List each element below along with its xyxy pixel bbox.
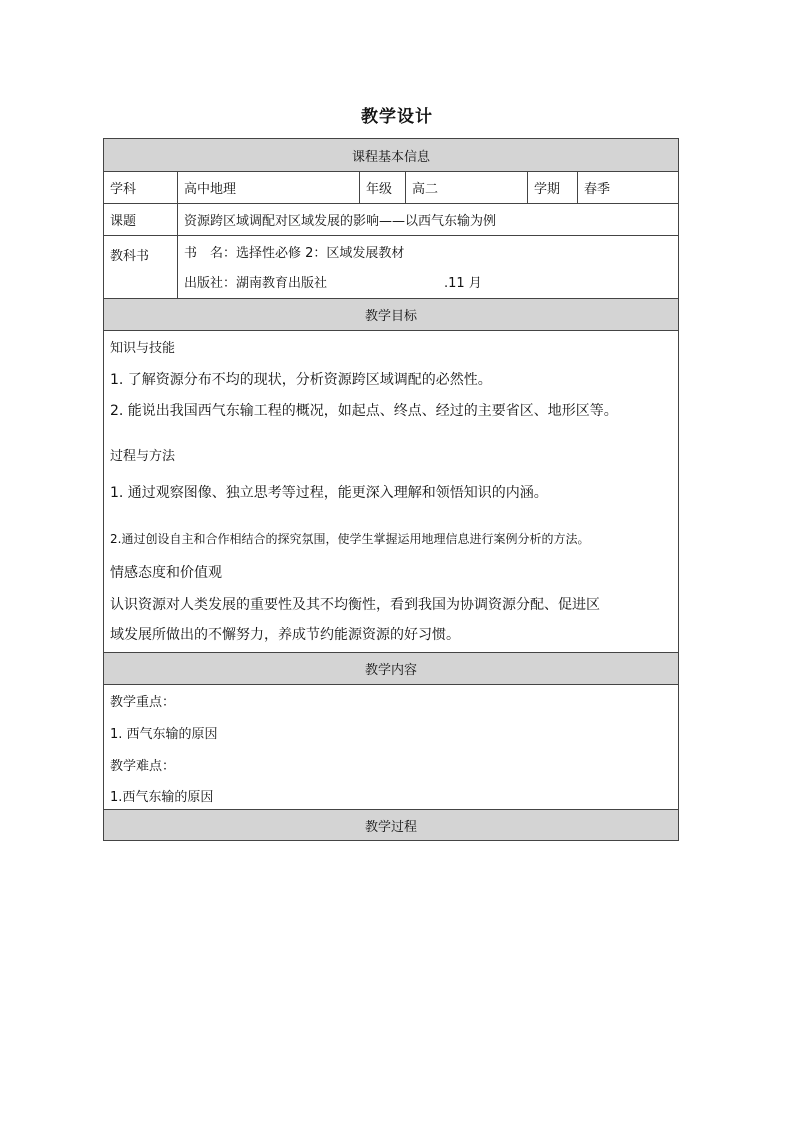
- topic-value: 资源跨区域调配对区域发展的影响——以西气东输为例: [184, 214, 497, 229]
- topic-row: [104, 204, 678, 236]
- section-goals: [104, 299, 678, 331]
- document-title: 教学设计: [361, 107, 433, 127]
- term-label: 学期: [528, 172, 578, 203]
- textbook-publisher: 出版社：湖南教育出版社: [184, 276, 328, 291]
- attitude-line-2: 域发展所做出的不懈努力，养成节约能源资源的好习惯。: [110, 627, 460, 643]
- process-method-heading: 过程与方法: [110, 449, 176, 464]
- focus-label: 教学重点：: [110, 695, 176, 710]
- difficulty-label: 教学难点：: [110, 759, 176, 774]
- process-method-item-1: 1. 通过观察图像、独立思考等过程，能更深入理解和领悟知识的内涵。: [110, 485, 548, 501]
- section-content-heading: 教学内容: [364, 663, 417, 678]
- content-body: [104, 685, 678, 810]
- term-value: 春季: [584, 182, 611, 197]
- section-basic-info: [104, 139, 678, 172]
- textbook-row: [104, 236, 678, 299]
- focus-item-1: 1. 西气东输的原因: [110, 727, 218, 742]
- subject-row: [104, 172, 678, 204]
- subject-label: 学科: [104, 172, 178, 203]
- attitude-heading: 情感态度和价值观: [110, 565, 222, 581]
- subject-value: 高中地理: [178, 172, 360, 203]
- attitude-line-1: 认识资源对人类发展的重要性及其不均衡性，看到我国为协调资源分配、促进区: [110, 597, 600, 613]
- difficulty-item-1: 1.西气东输的原因: [110, 790, 214, 805]
- textbook-label: 教科书: [104, 236, 178, 298]
- grade-value: 高二: [406, 172, 528, 203]
- grade-label: 年级: [360, 172, 406, 203]
- section-content: [104, 653, 678, 685]
- knowledge-item-1: 1. 了解资源分布不均的现状，分析资源跨区域调配的必然性。: [110, 372, 492, 388]
- lesson-plan-table: [103, 138, 679, 841]
- section-teaching-process-heading: 教学过程: [364, 819, 417, 835]
- topic-label: 课题: [104, 204, 178, 235]
- knowledge-item-2: 2. 能说出我国西气东输工程的概况，如起点、终点、经过的主要省区、地形区等。: [110, 403, 618, 419]
- textbook-date: .11 月: [444, 276, 482, 291]
- process-method-item-2: 2.通过创设自主和合作相结合的探究氛围，使学生掌握运用地理信息进行案例分析的方法。: [110, 532, 590, 546]
- goals-body: [104, 331, 678, 653]
- section-teaching-process: [104, 810, 678, 840]
- knowledge-heading: 知识与技能: [110, 341, 176, 356]
- textbook-name: 书 名：选择性必修 2：区域发展教材: [184, 246, 405, 261]
- section-basic-info-heading: 课程基本信息: [351, 149, 430, 165]
- section-goals-heading: 教学目标: [364, 309, 417, 324]
